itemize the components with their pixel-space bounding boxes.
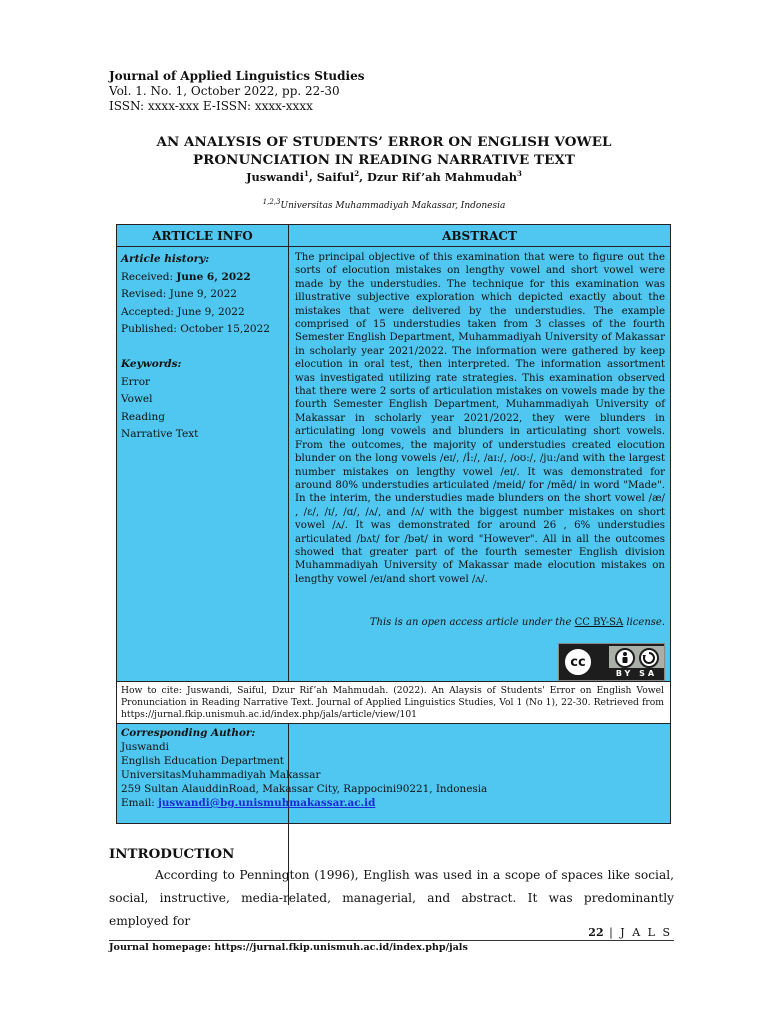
keyword: Narrative Text [121, 428, 199, 441]
abstract-header: ABSTRACT [289, 225, 670, 247]
footer-divider [109, 940, 674, 941]
keywords-label: Keywords: [121, 357, 182, 370]
article-box [116, 224, 671, 824]
abstract-text: The principal objective of this examination that were to figure out the sorts of elocution mistakes on lengthy vowel and short vowel were made by the understudies. The technique for this examination was illustrative subjective exploration which depicted exactly about the mistakes that were delivered by the understudies. The example comprised of 15 understudies taken from 3 classes of the fourth Semester English Department, Muhammadiyah University of Makassar in scholarly year 2021/2022. The information were gathered by keep elocution in oral test, then interpreted. The information assortment was investigated utilizing rate strategies. This examination observed that there were 2 sorts of articulation mistakes on vowels made by the fourth Semester English Department, Muhammadiyah University of Makassar in scholarly year 2021/2022, they were blunders in articulating long vowels and blunders in articulating short vowels. From the outcomes, the majority of understudies created elocution blunder on the long vowels /eɪ/, /İ:/, /aɪ:/, /oʊ:/, /ju:/and with the largest number mistakes on lengthy vowel /eɪ/. It was demonstrated for around 80% understudies articulated /meid/ for /mēd/ in word "Made". In the interim, the understudies made blunders on the short vowel /æ/ , /ɛ/, /ɪ/, /ɑ/, /ʌ/, and /ʌ/ with the biggest number mistakes on short vowel /ʌ/. It was demonstrated for around 26 , 6% understudies articulated /bʌt/ for /bət/ in word "However". All in all the outcomes showed that greater part of the fourth semester English division Muhammadiyah University of Makassar made elocution mistakes on lengthy vowel /eɪ/and short vowel /ʌ/. [295, 252, 665, 585]
introduction-heading: INTRODUCTION [109, 846, 235, 862]
paper-title-line-2: PRONUNCIATION IN READING NARRATIVE TEXT [193, 152, 575, 168]
author-name: Saiful [316, 169, 355, 184]
page-number [588, 926, 672, 939]
license-link[interactable]: CC BY-SA [574, 617, 624, 628]
accepted-line: Accepted: June 9, 2022 [121, 305, 245, 318]
keyword: Reading [121, 410, 165, 423]
cc-by-sa-badge[interactable] [558, 643, 665, 681]
author-name: Juswandi [246, 169, 304, 184]
paper-title-line-1: AN ANALYSIS OF STUDENTS’ ERROR ON ENGLISH VOWEL [156, 134, 612, 150]
affiliation [0, 198, 768, 211]
corresponding-name: Juswandi [121, 741, 169, 753]
article-info-header: ARTICLE INFO [117, 225, 289, 247]
author-name: Dzur Rif’ah Mahmudah [367, 169, 517, 184]
paper-title [0, 133, 768, 169]
page-number-value: 22 [588, 926, 604, 939]
corresponding-address: 259 Sultan AlauddinRoad, Makassar City, Rappocini90221, Indonesia [121, 783, 488, 795]
author-sup: 2 [354, 169, 360, 178]
person-icon [615, 648, 635, 668]
keyword: Vowel [121, 393, 153, 406]
author-sup: 3 [517, 169, 522, 178]
cc-by-sa-label: BY SA [615, 669, 658, 678]
email-link[interactable]: juswandi@bg.unismuhmakassar.ac.id [158, 797, 376, 809]
citation-text: How to cite: Juswandi, Saiful, Dzur Rif’ah Mahmudah. (2022). An Alaysis of Students' Error on English Vowel Pronunciation in Reading Narrative Text. Journal of Applied Linguistics Studies, Vol 1 (No 1), 22-30. Retrieved from https://jurnal.fkip.unismuh.ac.id/index.php/jals/article/view/101 [121, 685, 664, 720]
revised-line: Revised: June 9, 2022 [121, 288, 237, 301]
keyword: Error [121, 375, 151, 388]
journal-volume: Vol. 1. No. 1, October 2022, pp. 22-30 [109, 84, 340, 98]
corresponding-author-row [117, 723, 670, 823]
share-alike-icon [639, 648, 659, 668]
license-suffix: license. [623, 617, 665, 628]
received-date: June 6, 2022 [176, 270, 251, 283]
corresponding-dept: English Education Department [121, 755, 284, 767]
running-head: | J A L S [609, 926, 672, 939]
journal-issn: ISSN: xxxx-xxx E-ISSN: xxxx-xxxx [109, 99, 313, 113]
email-label: Email: [121, 797, 159, 809]
introduction-paragraph: According to Pennington (1996), English was used in a scope of spaces like social, social, instructive, media-related, managerial, and abstract. It was predominantly employed for [109, 868, 674, 928]
corresponding-univ: UniversitasMuhammadiyah Makassar [121, 769, 321, 781]
history-label: Article history: [121, 253, 210, 265]
received-line [121, 269, 281, 287]
journal-homepage-footer: Journal homepage: https://jurnal.fkip.unismuh.ac.id/index.php/jals [109, 942, 468, 953]
cc-icon: cc [563, 647, 593, 677]
author-list: Juswandi$^1$, Saiful$^2$, Dzur Rif’ah Mahmudah$^3$ [246, 169, 522, 184]
corresponding-label: Corresponding Author: [121, 727, 256, 739]
license-line [295, 617, 665, 628]
received-label: Received: [121, 270, 177, 283]
published-line: Published: October 15,2022 [121, 323, 270, 336]
affiliation-text: Universitas Muhammadiyah Makassar, Indonesia [280, 201, 506, 211]
license-prefix: This is an open access article under the [369, 617, 575, 628]
corresponding-email-line [121, 796, 487, 810]
journal-name: Journal of Applied Linguistics Studies [109, 69, 365, 83]
journal-header [109, 69, 365, 114]
citation-row [117, 681, 670, 723]
affiliation-sup: 1,2,3 [262, 198, 281, 206]
author-sup: 1 [303, 169, 309, 178]
